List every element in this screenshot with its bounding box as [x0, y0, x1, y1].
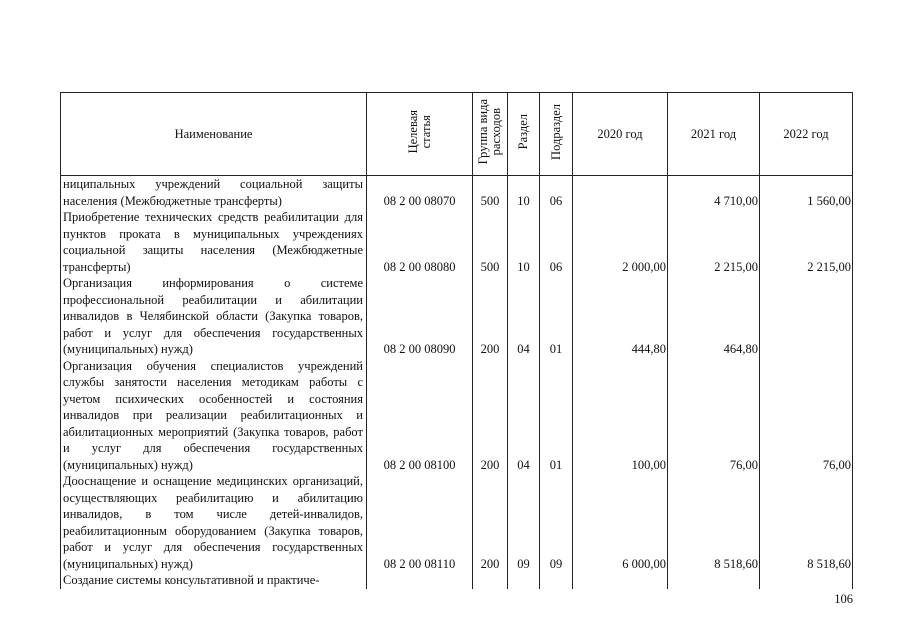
row-code: 08 2 00 08100 [367, 358, 473, 474]
row-section: 10 [508, 209, 540, 275]
row-2022: 1 560,00 [760, 176, 853, 210]
table-row [61, 572, 853, 589]
row-group: 200 [473, 473, 508, 572]
table-row [61, 358, 853, 474]
table-row [61, 275, 853, 358]
row-group: 200 [473, 275, 508, 358]
table-row [61, 473, 853, 572]
row-subsection: 01 [540, 358, 573, 474]
table-row [61, 176, 853, 210]
row-subsection: 01 [540, 275, 573, 358]
row-2020: 100,00 [573, 358, 668, 474]
header-name: Наименование [61, 93, 367, 176]
row-code: 08 2 00 08110 [367, 473, 473, 572]
row-2022: 76,00 [760, 358, 853, 474]
row-2020: 6 000,00 [573, 473, 668, 572]
row-group: 200 [473, 358, 508, 474]
row-name: Приобретение технических средств реабилитации для пунктов проката в муниципальных учреждениях социальной защиты населения (Межбюджетные трансферты) [61, 209, 367, 275]
row-subsection [540, 572, 573, 589]
row-2021: 4 710,00 [668, 176, 760, 210]
row-section [508, 572, 540, 589]
table-header-row [61, 93, 853, 176]
header-expense-group-text: Группа вида расходов [476, 99, 503, 165]
row-group: 500 [473, 176, 508, 210]
budget-table [60, 92, 853, 589]
row-section: 04 [508, 358, 540, 474]
header-target-article-text: Целевая статья [405, 110, 433, 154]
row-section: 10 [508, 176, 540, 210]
row-code: 08 2 00 08080 [367, 209, 473, 275]
header-subsection [540, 93, 573, 176]
row-code: 08 2 00 08070 [367, 176, 473, 210]
row-2022: 2 215,00 [760, 209, 853, 275]
row-section: 04 [508, 275, 540, 358]
row-name: Организация обучения специалистов учреждений службы занятости населения методикам работы с учетом психических особенностей и состояния инвалидов при реализации реабилитационных и абилитационных мероприятий (Закупка товаров, работ и услуг для обеспечения государственных (муниципальных) нужд) [61, 358, 367, 474]
row-code [367, 572, 473, 589]
table-row [61, 209, 853, 275]
row-2020 [573, 176, 668, 210]
row-subsection: 09 [540, 473, 573, 572]
row-2020 [573, 572, 668, 589]
row-name: Создание системы консультативной и практиче- [61, 572, 367, 589]
header-section-text: Раздел [516, 114, 530, 150]
row-2021 [668, 572, 760, 589]
row-2020: 444,80 [573, 275, 668, 358]
row-2021: 2 215,00 [668, 209, 760, 275]
row-2022 [760, 275, 853, 358]
header-2020: 2020 год [573, 93, 668, 176]
row-2022 [760, 572, 853, 589]
header-expense-group [473, 93, 508, 176]
row-2022: 8 518,60 [760, 473, 853, 572]
header-section [508, 93, 540, 176]
row-name: ниципальных учреждений социальной защиты населения (Межбюджетные трансферты) [61, 176, 367, 210]
header-2022: 2022 год [760, 93, 853, 176]
row-subsection: 06 [540, 176, 573, 210]
header-subsection-text: Подраздел [548, 103, 563, 160]
row-2020: 2 000,00 [573, 209, 668, 275]
row-group: 500 [473, 209, 508, 275]
row-subsection: 06 [540, 209, 573, 275]
row-name: Организация информирования о системе профессиональной реабилитации и абилитации инвалидов в Челябинской области (Закупка товаров, работ и услуг для обеспечения государственных (муниципальных) нужд) [61, 275, 367, 358]
header-target-article [367, 93, 473, 176]
page-number: 106 [834, 592, 853, 606]
header-2021: 2021 год [668, 93, 760, 176]
row-section: 09 [508, 473, 540, 572]
row-2021: 464,80 [668, 275, 760, 358]
row-group [473, 572, 508, 589]
budget-table-wrapper [60, 92, 852, 589]
row-2021: 8 518,60 [668, 473, 760, 572]
row-code: 08 2 00 08090 [367, 275, 473, 358]
row-name: Дооснащение и оснащение медицинских организаций, осуществляющих реабилитацию и абилитацию инвалидов, в том числе детей-инвалидов, реабилитационным оборудованием (Закупка товаров, работ и услуг для обеспечения государственных (муниципальных) нужд) [61, 473, 367, 572]
row-2021: 76,00 [668, 358, 760, 474]
